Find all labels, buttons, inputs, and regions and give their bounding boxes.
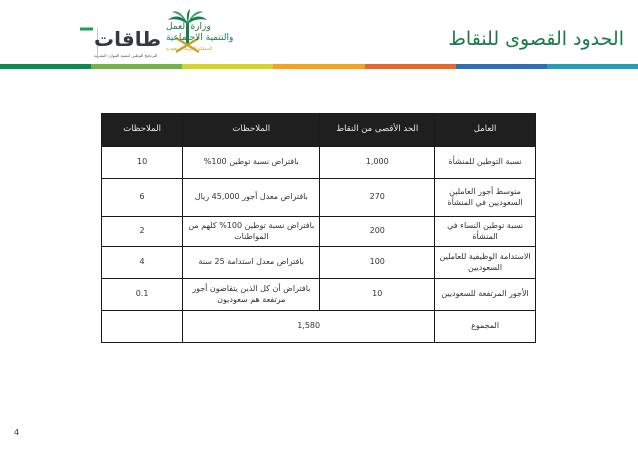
- notes-cell: بافتراض نسبة توطين 100% كلهم من المواطنات: [183, 217, 320, 247]
- table-row: [102, 217, 536, 247]
- extra-cell: 2: [102, 217, 183, 247]
- extra-cell: 6: [102, 179, 183, 217]
- color-bar-segment: [365, 64, 456, 69]
- total-row: [102, 311, 536, 343]
- header-notes-2: الملاحظات: [102, 114, 183, 147]
- max-points-cell: 270: [320, 179, 435, 217]
- taqat-logo: [14, 24, 162, 62]
- notes-cell: بافتراض معدل أجور 45,000 ريال: [183, 179, 320, 217]
- color-bar-segment: [273, 64, 364, 69]
- ministry-name-line1: وزارة العمل: [166, 22, 211, 32]
- total-value-cell: 1,580: [183, 311, 435, 343]
- header-max-points: الحد الأقصى من النقاط: [320, 114, 435, 147]
- taqat-name: طاقات: [94, 27, 162, 51]
- brand-color-bar: [0, 64, 638, 69]
- page-number: 4: [14, 428, 20, 437]
- table-header-row: [102, 114, 536, 147]
- factor-cell: نسبة التوطين للمنشأة: [435, 147, 536, 179]
- notes-cell: بافتراض نسبة توطين 100%: [183, 147, 320, 179]
- points-table: [101, 113, 536, 343]
- max-points-cell: 10: [320, 279, 435, 311]
- table-row: [102, 247, 536, 279]
- color-bar-segment: [0, 64, 91, 69]
- extra-cell: 10: [102, 147, 183, 179]
- color-bar-segment: [456, 64, 547, 69]
- header-factor: العامل: [435, 114, 536, 147]
- table-row: [102, 179, 536, 217]
- taqat-tagline: البرنامج الوطني لتنمية الموارد البشرية: [94, 53, 158, 58]
- factor-cell: الأجور المرتفعة للسعوديين: [435, 279, 536, 311]
- notes-cell: بافتراض أن كل الذين يتقاضون أجور مرتفعة هم سعوديون: [183, 279, 320, 311]
- total-label-cell: المجموع: [435, 311, 536, 343]
- factor-cell: الاستدامة الوظيفية للعاملين السعوديين: [435, 247, 536, 279]
- color-bar-segment: [91, 64, 182, 69]
- max-points-cell: 200: [320, 217, 435, 247]
- factor-cell: نسبة توطين النساء في المنشأة: [435, 217, 536, 247]
- total-empty-cell: [102, 311, 183, 343]
- notes-cell: بافتراض معدل استدامة 25 سنة: [183, 247, 320, 279]
- color-bar-segment: [547, 64, 638, 69]
- max-points-cell: 1,000: [320, 147, 435, 179]
- slide-title: الحدود القصوى للنقاط: [448, 28, 624, 50]
- color-bar-segment: [182, 64, 273, 69]
- ministry-name-line2: والتنمية الاجتماعية: [166, 33, 234, 43]
- extra-cell: 0.1: [102, 279, 183, 311]
- factor-cell: متوسط أجور العاملين السعوديين في المنشأة: [435, 179, 536, 217]
- ministry-subtitle: المملكة العربية السعودية: [166, 47, 213, 52]
- extra-cell: 4: [102, 247, 183, 279]
- table-row: [102, 147, 536, 179]
- table-row: [102, 279, 536, 311]
- header-notes: الملاحظات: [183, 114, 320, 147]
- max-points-cell: 100: [320, 247, 435, 279]
